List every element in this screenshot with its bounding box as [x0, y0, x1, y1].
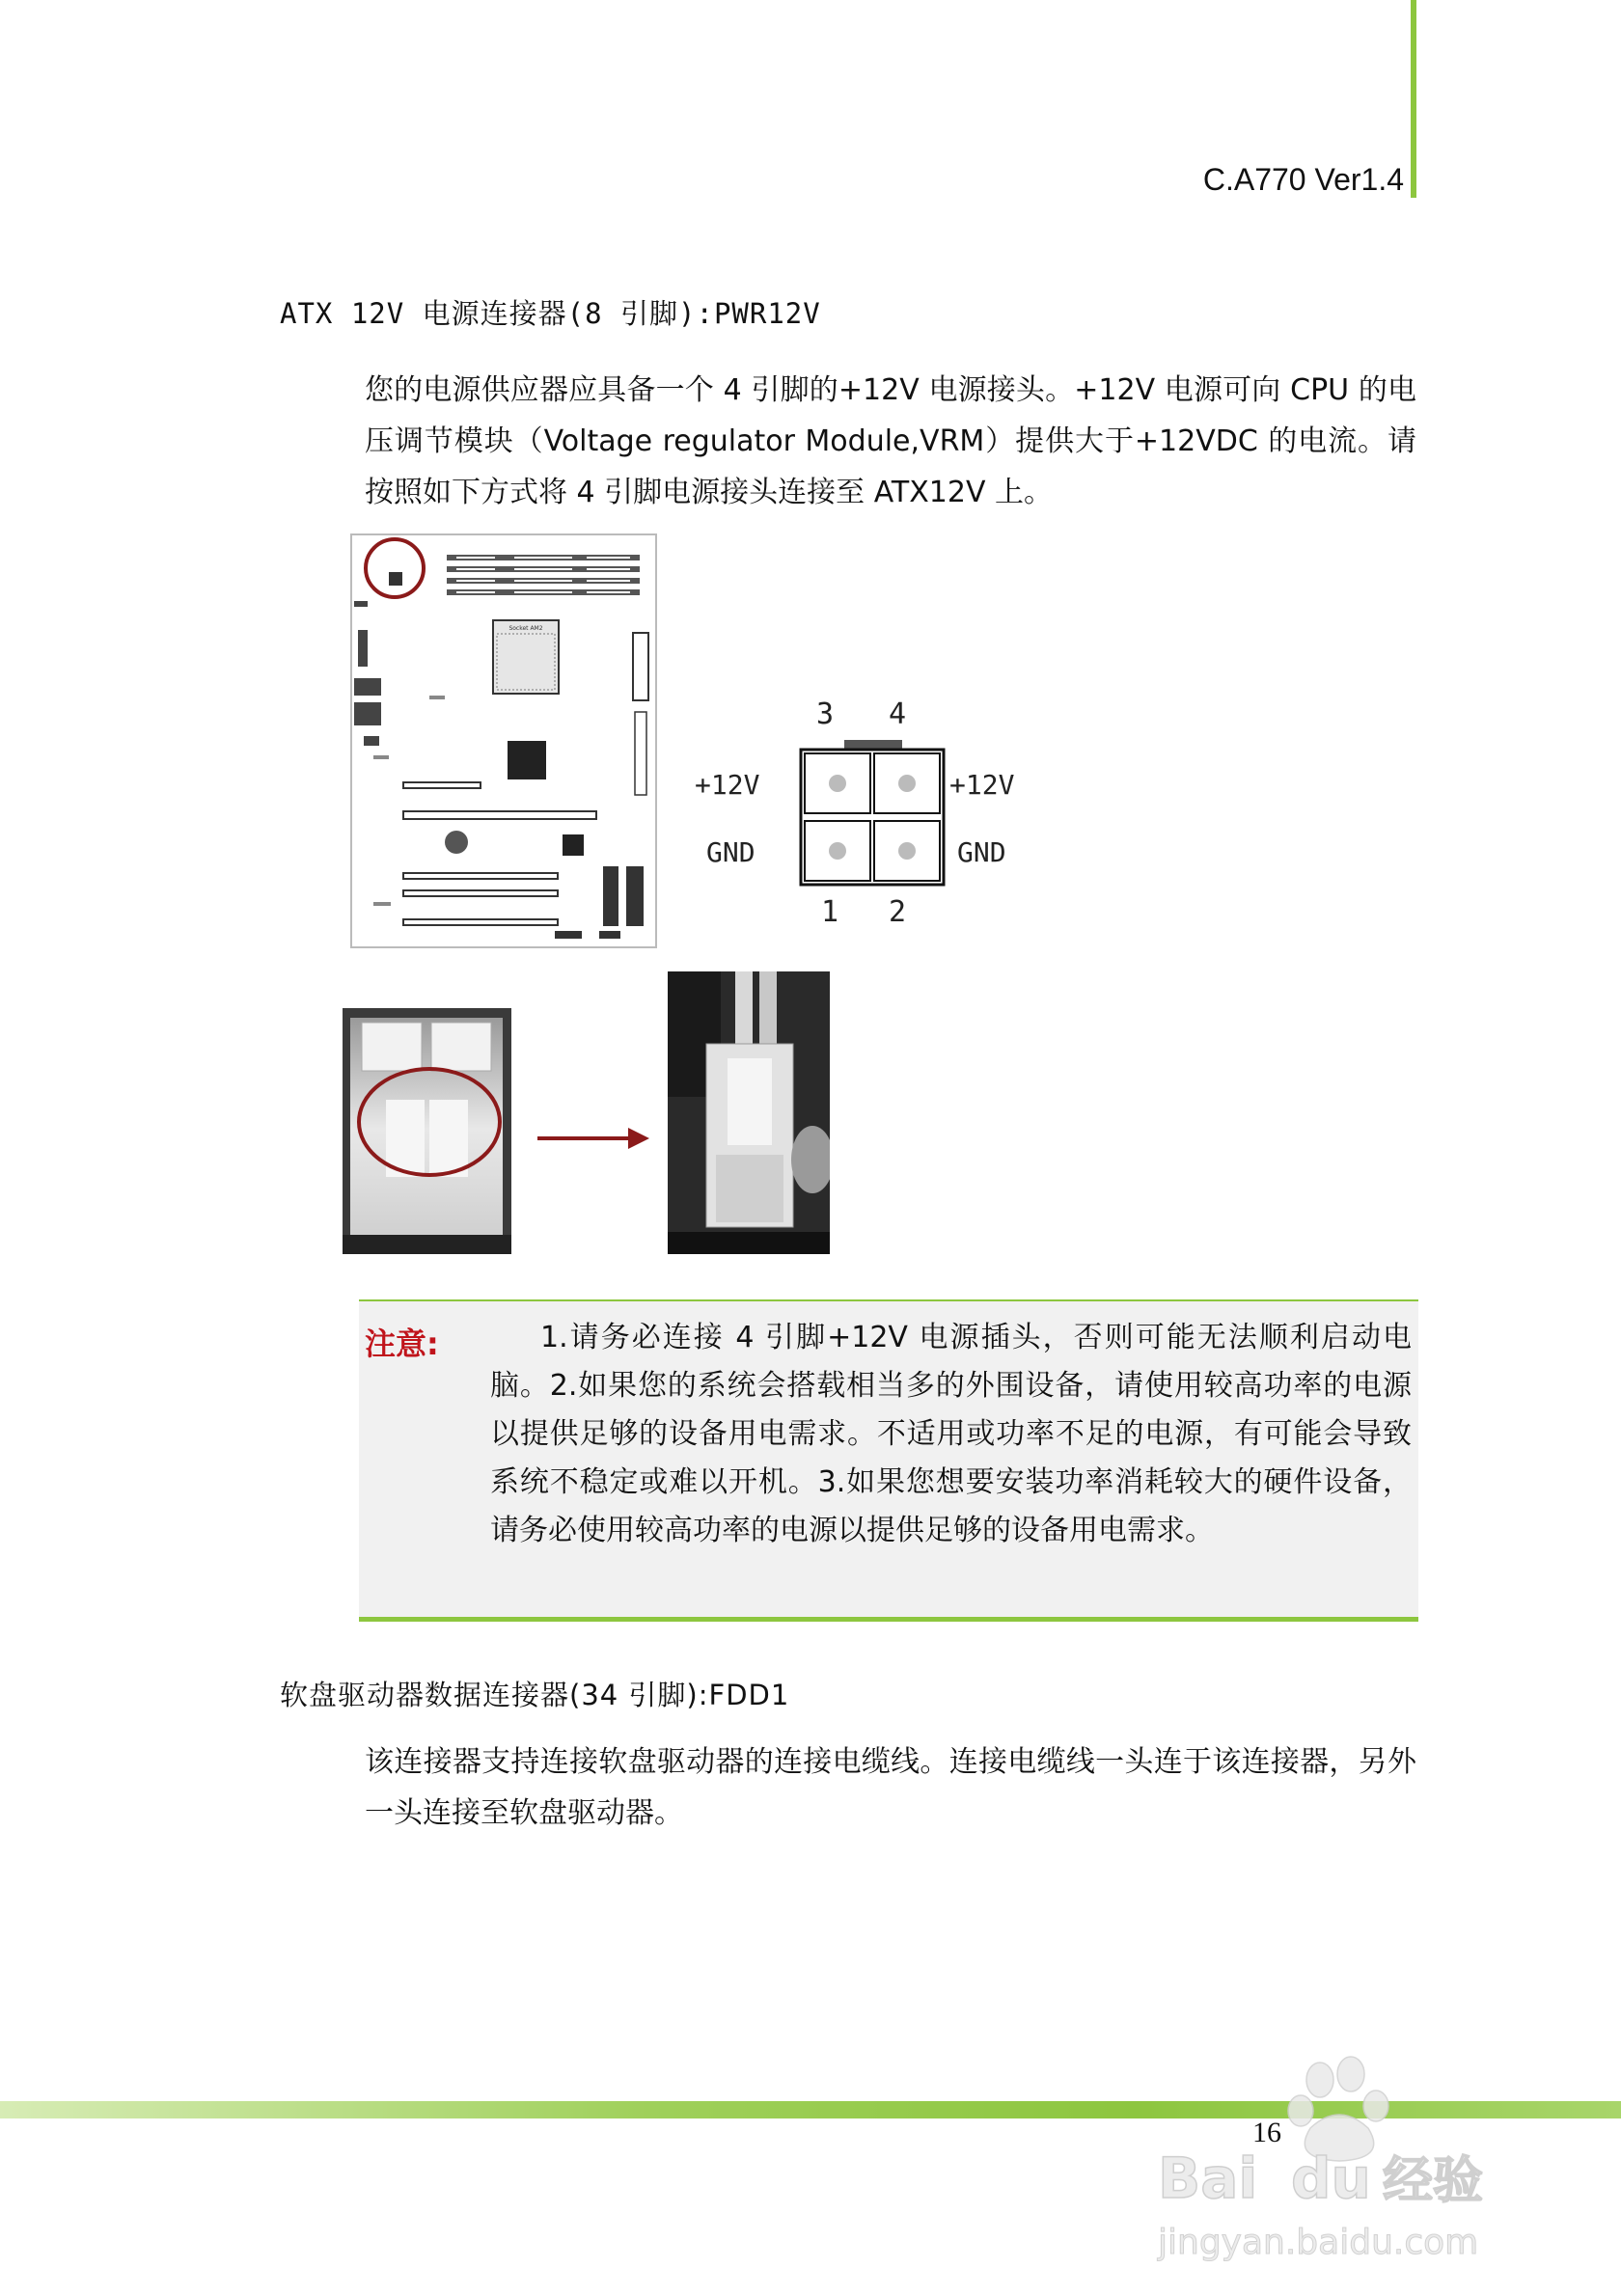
page-number: 16	[1252, 2117, 1281, 2148]
note-text: 1.请务必连接 4 引脚+12V 电源插头，否则可能无法顺利启动电脑。2.如果您的系统会搭载相当多的外围设备，请使用较高功率的电源以提供足够的设备用电需求。不适用或功率不足的电源，有可能会导致系统不稳定或难以开机。3.如果您想要安装功率消耗较大的硬件设备，请务必使用较高功率的电源以提供足够的设备用电需求。	[490, 1321, 1412, 1547]
installed-connector-photo	[668, 971, 830, 1254]
pin-label-1: 1	[820, 895, 839, 929]
left-gnd-label: GND	[706, 836, 756, 868]
pwr12v-pinout-diagram	[685, 690, 1052, 931]
pin-label-2: 2	[888, 895, 907, 929]
motherboard-layout-diagram	[350, 533, 657, 948]
section-heading-atx12v: ATX 12V 电源连接器(8 引脚):PWR12V	[280, 297, 821, 330]
right-12v-label: +12V	[949, 769, 1015, 801]
section-heading-fdd1: 软盘驱动器数据连接器(34 引脚):FDD1	[280, 1679, 790, 1711]
right-gnd-label: GND	[957, 836, 1006, 868]
header-accent-rule	[1411, 0, 1416, 198]
section-paragraph-fdd1: 该连接器支持连接软盘驱动器的连接电缆线。连接电缆线一头连于该连接器，另外一头连接至软盘驱动器。	[365, 1745, 1416, 1830]
note-label: 注意:	[365, 1326, 439, 1362]
svg-text:du: du	[1291, 2146, 1371, 2211]
pin-label-4: 4	[888, 697, 907, 731]
svg-text:经验: 经验	[1383, 2152, 1484, 2210]
connector-photo	[343, 1008, 511, 1254]
svg-text:jingyan.baidu.com: jingyan.baidu.com	[1158, 2223, 1479, 2262]
document-version-title: C.A770 Ver1.4	[1202, 162, 1404, 197]
section-paragraph-atx12v: 您的电源供应器应具备一个 4 引脚的+12V 电源接头。+12V 电源可向 CPU 的电压调节模块（Voltage regulator Module,VRM）提供大于+12VDC 的电流。请按照如下方式将 4 引脚电源接头连接至 ATX12V 上。	[365, 373, 1416, 509]
socket-label: Socket AM2	[508, 625, 543, 632]
baidu-jingyan-watermark	[1146, 2053, 1552, 2284]
left-12v-label: +12V	[695, 769, 760, 801]
arrow-icon	[536, 1124, 651, 1153]
pin-label-3: 3	[815, 697, 835, 731]
pwr12v-connector-marker	[389, 572, 402, 586]
svg-text:Bai: Bai	[1158, 2146, 1258, 2211]
